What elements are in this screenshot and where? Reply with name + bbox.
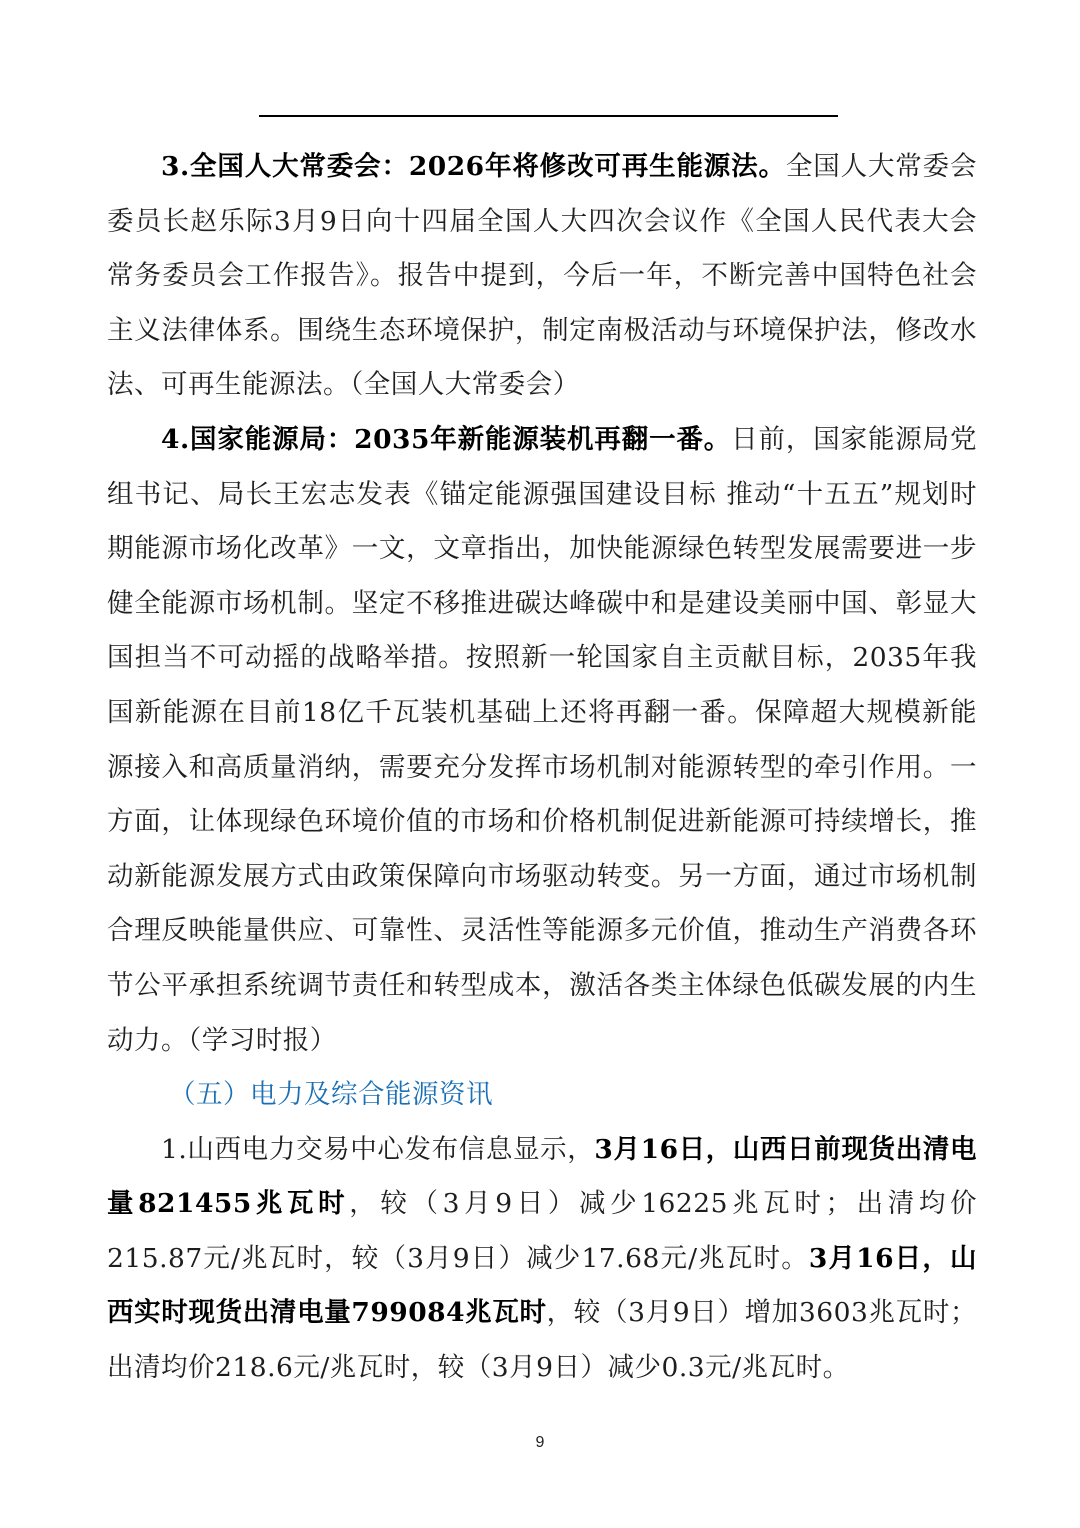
news-item-4-title: 4.国家能源局：2035年新能源装机再翻一番。 [161,423,732,455]
news-item-4-body: 日前，国家能源局党组书记、局长王宏志发表《锚定能源强国建设目标 推动“十五五”规划时期能源市场化改革》一文，文章指出，加快能源绿色转型发展需要进一步健全能源市场机制。坚定不移推进碳达峰碳中和是建设美丽中国、彰显大国担当不可动摇的战略举措。按照新一轮国家自主贡献目标，2035年我国新能源在目前18亿千瓦装机基础上还将再翻一番。保障超大规模新能源接入和高质量消纳，需要充分发挥市场机制对能源转型的牵引作用。一方面，让体现绿色环境价值的市场和价格机制促进新能源可持续增长，推动新能源发展方式由政策保障向市场驱动转变。另一方面，通过市场机制合理反映能量供应、可靠性、灵活性等能源多元价值，推动生产消费各环节公平承担系统调节责任和转型成本，激活各类主体绿色低碳发展的内生动力。（学习时报） [107,423,978,1056]
header-rule [259,115,838,117]
section-heading: （五）电力及综合能源资讯 [169,1079,493,1111]
page-number: 9 [535,1434,545,1451]
realtime-spot-detail: ，较（3月9日）增加3603兆瓦时；出清均价218.6元/兆瓦时，较（3月9日）减少0.3元/兆瓦时。 [107,1297,977,1384]
power-news-intro: 1.山西电力交易中心发布信息显示， [161,1133,595,1165]
news-item-3 [107,140,977,413]
power-news-item-1 [107,1123,977,1396]
day-ahead-spot-highlight: 3月16日，山西日前现货出清电量821455兆瓦时 [107,1133,977,1220]
day-ahead-spot-detail: ，较（3月9日）减少16225兆瓦时；出清均价215.87元/兆瓦时，较（3月9日）减少17.68元/兆瓦时。 [107,1188,977,1274]
news-item-3-title: 3.全国人大常委会：2026年将修改可再生能源法。 [161,151,786,182]
news-item-4 [107,413,977,1068]
realtime-spot-highlight: 3月16日，山西实时现货出清电量799084兆瓦时 [107,1242,977,1329]
news-item-3-body: 全国人大常委会委员长赵乐际3月9日向十四届全国人大四次会议作《全国人民代表大会常务委员会工作报告》。报告中提到，今后一年，不断完善中国特色社会主义法律体系。围绕生态环境保护，制定南极活动与环境保护法，修改水法、可再生能源法。（全国人大常委会） [107,151,978,401]
document-body [107,140,977,1396]
